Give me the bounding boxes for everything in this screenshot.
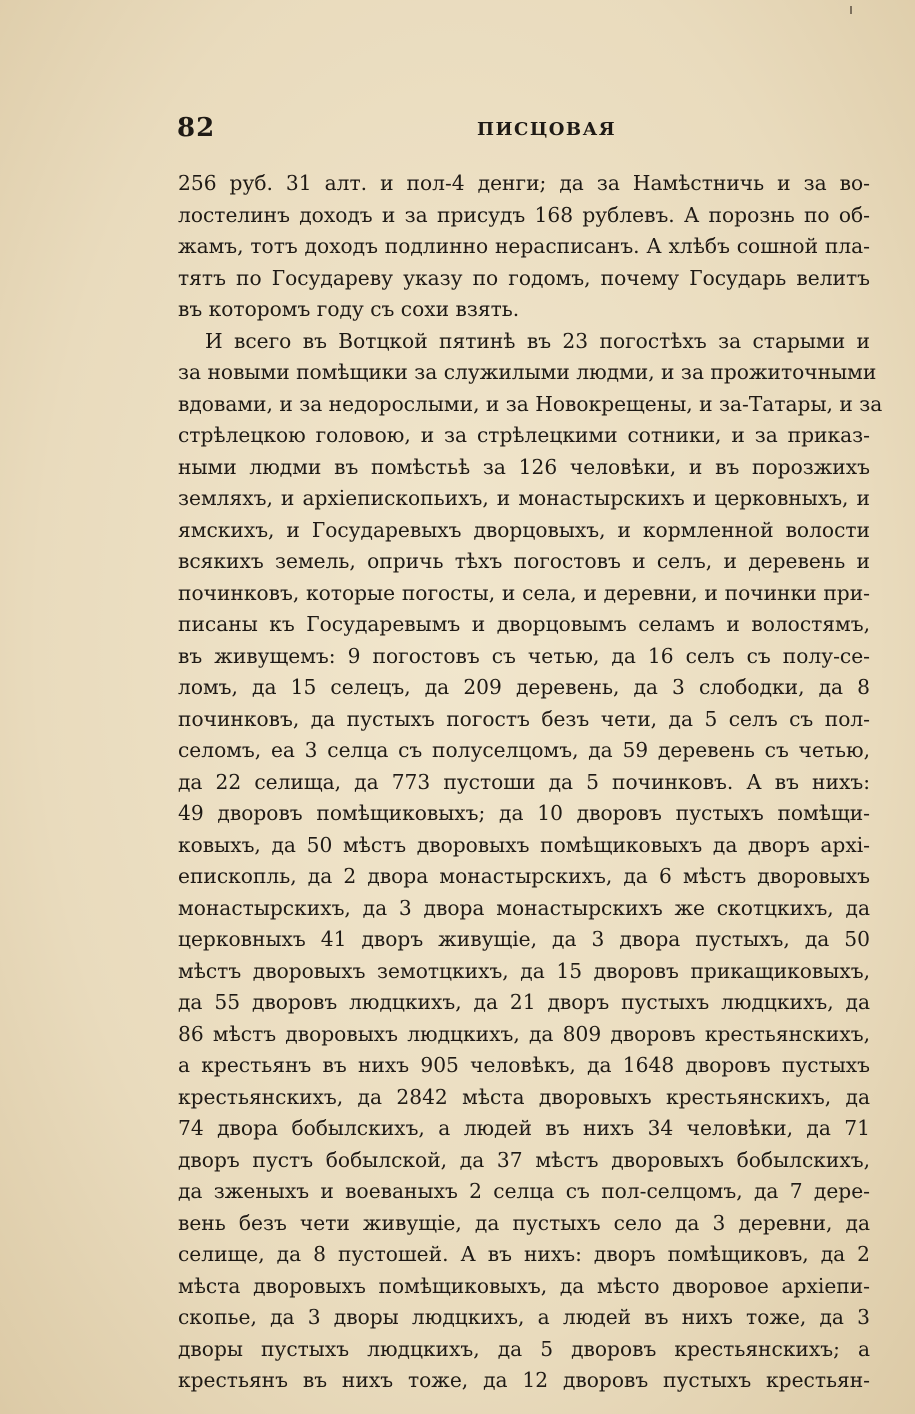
text-line: въ живущемъ: 9 погостовъ съ четью, да 16 селъ съ полу-се- [178,643,870,668]
corner-mark [850,6,852,14]
running-head: ПИСЦОВАЯ [477,119,617,140]
text-line: 86 мѣстъ дворовыхъ людцкихъ, да 809 дворовъ крестьянскихъ, [178,1021,870,1046]
text-line: церковныхъ 41 дворъ живущіе, да 3 двора пустыхъ, да 50 [178,927,870,951]
text-line: починковъ, которые погосты, и села, и деревни, и починки при- [178,580,870,605]
body-text [178,168,883,1397]
text-line: а крестьянъ въ нихъ 905 человѣкъ, да 1648 дворовъ пустыхъ [178,1053,870,1077]
text-line: лостелинъ доходъ и за присудъ 168 рублевъ. А порознь по об- [178,202,870,227]
page-number: 82 [177,113,216,143]
text-line: 256 руб. 31 алт. и пол-4 денги; да за Намѣстничь и за во- [178,171,870,195]
text-line: 74 двора бобылскихъ, а людей въ нихъ 34 человѣки, да 71 [178,1116,870,1140]
text-line: ломъ, да 15 селецъ, да 209 деревень, да 3 слободки, да 8 [178,675,870,699]
text-line: 49 дворовъ помѣщиковыхъ; да 10 дворовъ пустыхъ помѣщи- [178,801,870,825]
text-line: селище, да 8 пустошей. А въ нихъ: дворъ помѣщиковъ, да 2 [178,1242,870,1266]
text-line: земляхъ, и архіепископьихъ, и монастырскихъ и церковныхъ, и [178,486,870,510]
text-line: да 55 дворовъ людцкихъ, да 21 дворъ пустыхъ людцкихъ, да [178,990,870,1014]
text-line: крестьянскихъ, да 2842 мѣста дворовыхъ крестьянскихъ, да [178,1084,870,1109]
text-line: да 22 селища, да 773 пустоши да 5 починковъ. А въ нихъ: [178,769,870,794]
text-line: въ которомъ году съ сохи взять. [178,297,520,321]
text-line: вень безъ чети живущіе, да пустыхъ село да 3 деревни, да [178,1210,870,1235]
text-line: скопье, да 3 дворы людцкихъ, а людей въ нихъ тоже, да 3 [178,1305,870,1329]
text-line: тятъ по Государеву указу по годомъ, почему Государь велитъ [178,265,870,290]
text-line: писаны къ Государевымъ и дворцовымъ селамъ и волостямъ, [178,612,870,636]
text-line: селомъ, еа 3 селца съ полуселцомъ, да 59 деревень съ четью, [178,738,870,762]
text-line: за новыми помѣщики за служилыми людми, и за прожиточными [178,360,877,384]
page-header [177,113,869,147]
text-line: ямскихъ, и Государевыхъ дворцовыхъ, и кормленной волости [178,517,870,542]
text-line: вдовами, и за недорослыми, и за Новокрещены, и за-Татары, и за [178,391,883,416]
text-line: мѣстъ дворовыхъ земотцкихъ, да 15 дворовъ прикащиковыхъ, [178,958,870,983]
text-line: епископль, да 2 двора монастырскихъ, да 6 мѣстъ дворовыхъ [178,864,870,888]
text-line: дворы пустыхъ людцкихъ, да 5 дворовъ крестьянскихъ; а [178,1336,870,1361]
text-line: ными людми въ помѣстьѣ за 126 человѣки, и въ порозжихъ [178,454,870,479]
text-line: крестьянъ въ нихъ тоже, да 12 дворовъ пустыхъ крестьян- [178,1368,870,1392]
text-line: жамъ, тотъ доходъ подлинно нерасписанъ. А хлѣбъ сошной пла- [178,234,870,258]
text-line: мѣста дворовыхъ помѣщиковыхъ, да мѣсто дворовое архіепи- [178,1273,870,1298]
text-line: стрѣлецкою головою, и за стрѣлецкими сотники, и за приказ- [178,423,870,447]
text-line: починковъ, да пустыхъ погостъ безъ чети, да 5 селъ съ пол- [178,706,870,731]
text-line: дворъ пустъ бобылской, да 37 мѣстъ дворовыхъ бобылскихъ, [178,1147,870,1172]
text-line: ковыхъ, да 50 мѣстъ дворовыхъ помѣщиковыхъ да дворъ архі- [178,832,870,857]
text-line: монастырскихъ, да 3 двора монастырскихъ же скотцкихъ, да [178,895,870,920]
text-line: всякихъ земель, опричь тѣхъ погостовъ и селъ, и деревень и [178,549,870,573]
text-line: И всего въ Вотцкой пятинѣ въ 23 погостѣхъ за старыми и [205,328,870,353]
text-line: да зженыхъ и воеваныхъ 2 селца съ пол-селцомъ, да 7 дере- [178,1179,870,1203]
